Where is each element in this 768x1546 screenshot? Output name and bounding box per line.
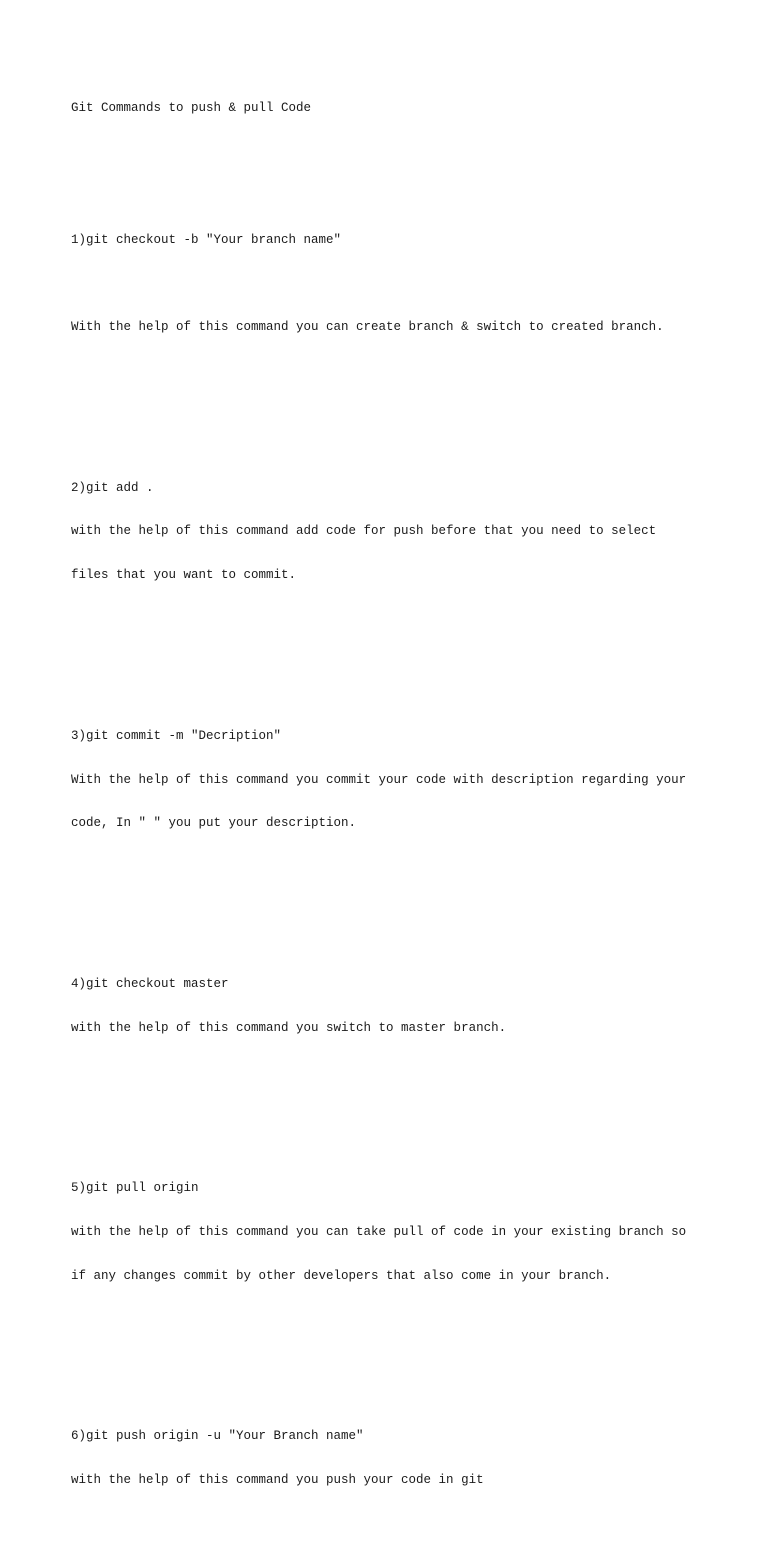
description-line: files that you want to commit. [71, 568, 297, 583]
description-line: with the help of this command you push your code in git [71, 1473, 484, 1487]
description-line: if any changes commit by other developers that also come in your branch. [71, 1268, 612, 1283]
command-line: 5)git pull origin [71, 1181, 199, 1196]
blank-line [71, 1342, 711, 1357]
command-section-6 [71, 1400, 711, 1517]
description-line: code, In " " you put your description. [71, 816, 357, 831]
blank-line [71, 276, 711, 291]
command-section-3 [71, 700, 711, 861]
description-line: With the help of this command you can create branch & switch to created branch. [71, 320, 664, 335]
description-line: with the help of this command add code for push before that you need to select [71, 524, 657, 539]
command-line: 3)git commit -m "Decription" [71, 728, 282, 743]
document-body [71, 72, 711, 1546]
blank-line [71, 145, 711, 160]
blank-line [71, 889, 711, 904]
command-line: 6)git push origin -u "Your Branch name" [71, 1429, 364, 1444]
description-line: with the help of this command you can take pull of code in your existing branch so [71, 1224, 687, 1239]
command-section-2 [71, 451, 711, 612]
command-line: 2)git add . [71, 480, 154, 495]
description-line: with the help of this command you switch to master branch. [71, 1020, 507, 1035]
command-section-4 [71, 948, 711, 1065]
command-section-1 [71, 203, 711, 364]
blank-line [71, 1094, 711, 1109]
blank-line [71, 641, 711, 656]
document-title: Git Commands to push & pull Code [71, 101, 312, 116]
command-line: 1)git checkout -b "Your branch name" [71, 232, 342, 247]
command-section-5 [71, 1152, 711, 1313]
description-line: With the help of this command you commit your code with description regarding your [71, 772, 687, 787]
command-line: 4)git checkout master [71, 976, 229, 991]
blank-line [71, 393, 711, 408]
